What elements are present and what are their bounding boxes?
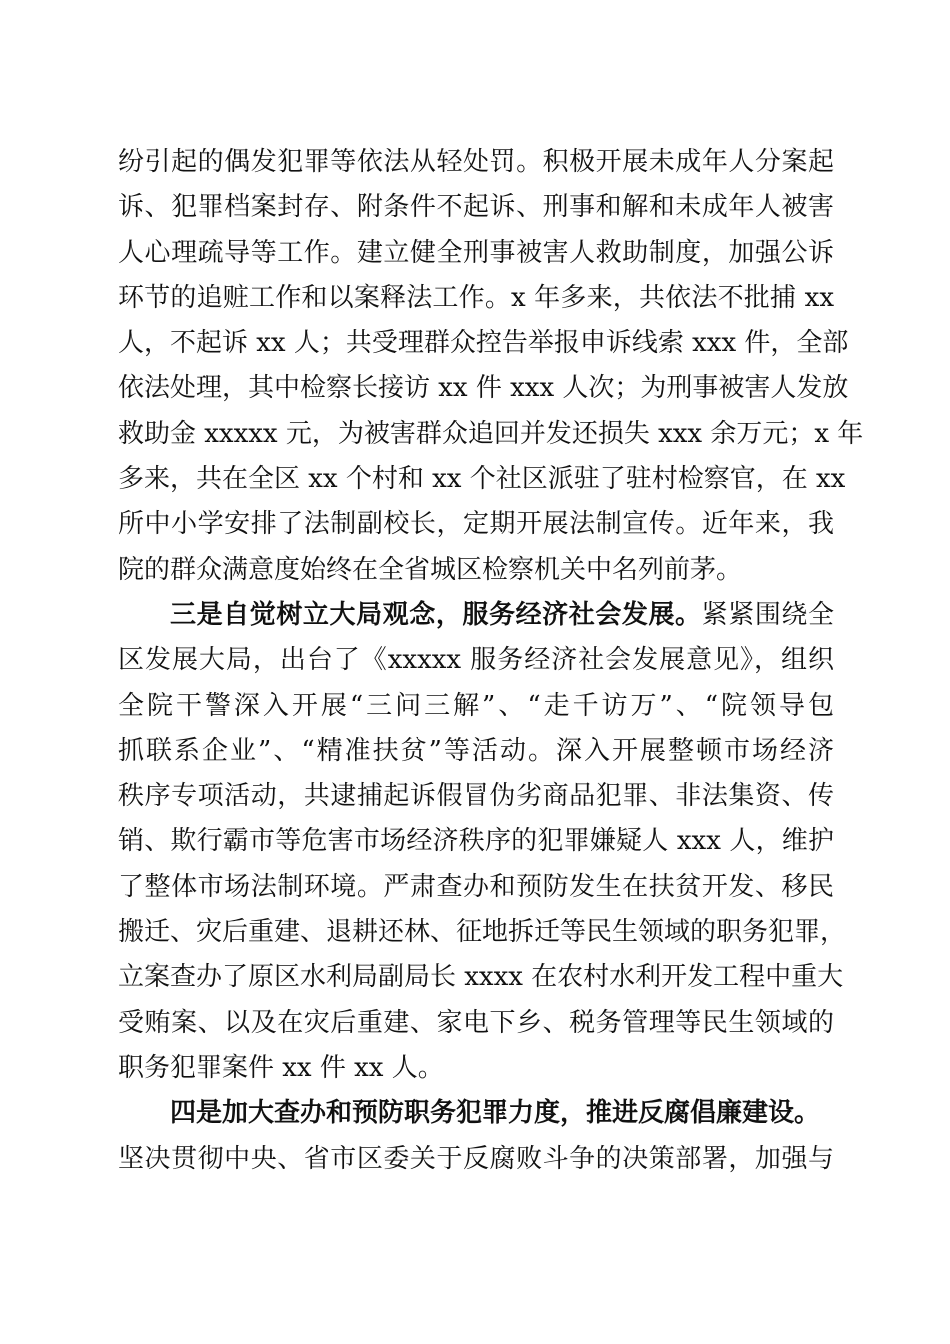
paragraph-lead-heading: 三是自觉树立大局观念，服务经济社会发展。: [170, 599, 702, 630]
paragraph-line: 坚决贯彻中央、省市区委关于反腐败斗争的决策部署，加强与: [118, 1143, 834, 1174]
paragraph-line: 所中小学安排了法制副校长，定期开展法制宣传。近年来，我: [118, 509, 834, 540]
paragraph-line: 抓联系企业”、“精准扶贫”等活动。深入开展整顿市场经济: [118, 735, 834, 766]
paragraph-first-line: [118, 593, 834, 638]
paragraph-line: 搬迁、灾后重建、退耕还林、征地拆迁等民生领域的职务犯罪，: [118, 917, 847, 948]
paragraph-line: 立案查办了原区水利局副局长 xxxx 在农村水利开发工程中重大: [118, 962, 844, 993]
paragraph-line: 区发展大局，出台了《xxxxx 服务经济社会发展意见》，组织: [118, 645, 834, 676]
paragraph-first-line-rest: 紧紧围绕全: [701, 599, 834, 630]
paragraph-line: 职务犯罪案件 xx 件 xx 人。: [118, 1052, 444, 1083]
paragraph-lead-heading: 四是加大查办和预防职务犯罪力度，推进反腐倡廉建设。: [170, 1098, 821, 1129]
paragraph-line: 全院干警深入开展“三问三解”、“走千访万”、“院领导包: [118, 690, 834, 721]
paragraph-line: 人心理疏导等工作。建立健全刑事被害人救助制度，加强公诉: [118, 237, 834, 268]
paragraph-line: 环节的追赃工作和以案释法工作。x 年多来，共依法不批捕 xx: [118, 282, 834, 313]
paragraph-line: 依法处理，其中检察长接访 xx 件 xxx 人次；为刑事被害人发放: [118, 373, 849, 404]
paragraph-line: 诉、犯罪档案封存、附条件不起诉、刑事和解和未成年人被害: [118, 192, 834, 223]
paragraph-line: 人，不起诉 xx 人；共受理群众控告举报申诉线索 xxx 件，全部: [118, 328, 849, 359]
paragraph-line: 多来，共在全区 xx 个村和 xx 个社区派驻了驻村检察官，在 xx: [118, 464, 846, 495]
paragraph-line: 院的群众满意度始终在全省城区检察机关中名列前茅。: [118, 554, 743, 585]
paragraph-line: 救助金 xxxxx 元，为被害群众追回并发还损失 xxx 余万元；x 年: [118, 418, 864, 449]
paragraph-line: 秩序专项活动，共逮捕起诉假冒伪劣商品犯罪、非法集资、传: [118, 781, 834, 812]
paragraph-line: 销、欺行霸市等危害市场经济秩序的犯罪嫌疑人 xxx 人，维护: [118, 826, 834, 857]
paragraph-line: 受贿案、以及在灾后重建、家电下乡、税务管理等民生领域的: [118, 1007, 834, 1038]
paragraph-first-line: [118, 1091, 834, 1136]
paragraph-line: 了整体市场法制环境。严肃查办和预防发生在扶贫开发、移民: [118, 871, 834, 902]
document-body: [118, 140, 864, 1182]
paragraph-line: 纷引起的偶发犯罪等依法从轻处罚。积极开展未成年人分案起: [118, 147, 834, 177]
